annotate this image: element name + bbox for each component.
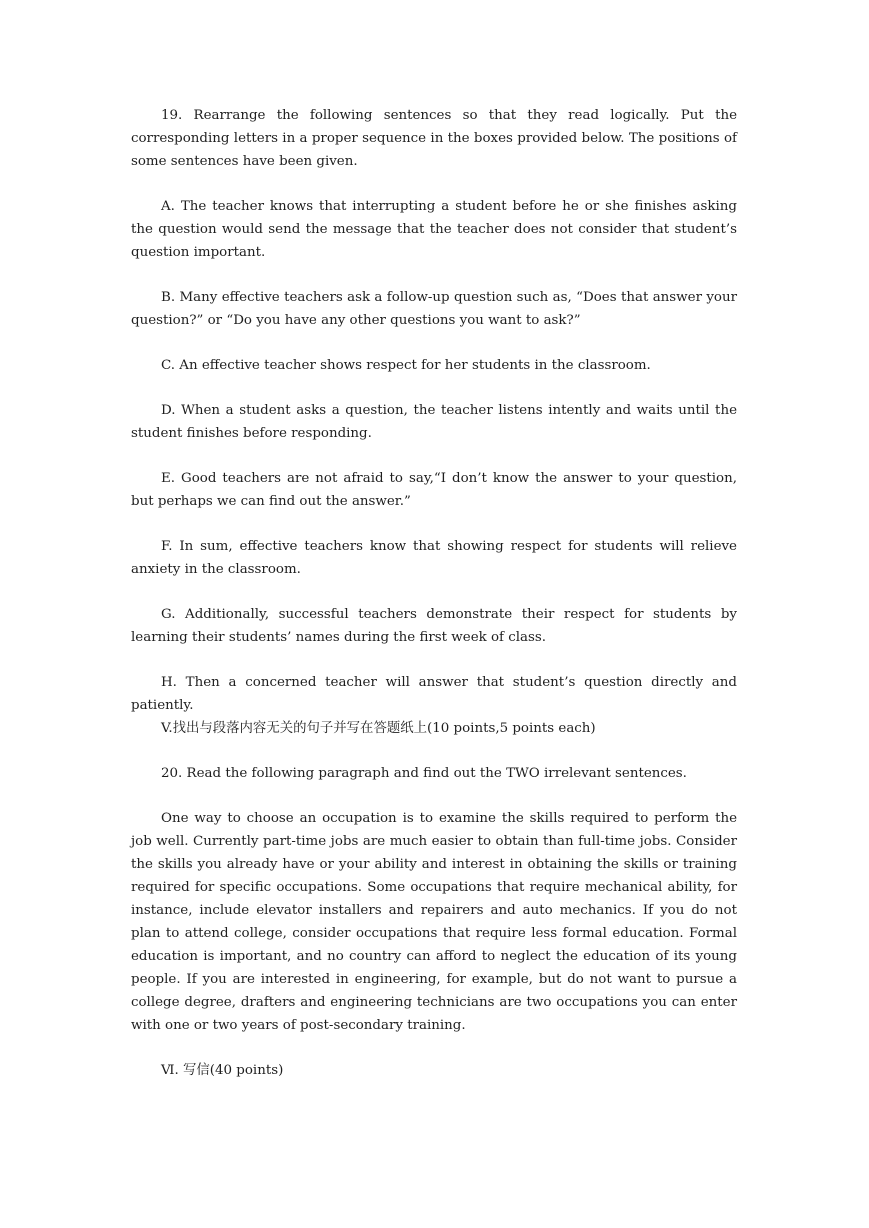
question-20-instruction: 20. Read the following paragraph and find out the TWO irrelevant sentences. (161, 766, 687, 781)
sentence-a: A. The teacher knows that interrupting a student before he or she finishes asking the question would send the message that the teacher does not consider that student’s question important. (131, 199, 737, 260)
sentence-f: F. In sum, effective teachers know that showing respect for students will relieve anxiety in the classroom. (131, 539, 737, 577)
section-6-heading: Ⅵ. 写信(40 points) (161, 1063, 284, 1078)
document-page (131, 104, 737, 1104)
sentence-e: E. Good teachers are not afraid to say,“I don’t know the answer to your question, but perhaps we can find out the answer.” (131, 471, 737, 509)
question-20-paragraph: One way to choose an occupation is to examine the skills required to perform the job well. Currently part-time jobs are much easier to obtain than full-time jobs. Consider the skills you already have or your ability and interest in obtaining the skills or training required for specific occupations. Some occupations that require mechanical ability, for instance, include elevator installers and repairers and auto mechanics. If you do not plan to attend college, consider occupations that require less formal education. Formal education is important, and no country can afford to neglect the education of its young people. If you are interested in engineering, for example, but do not want to pursue a college degree, drafters and engineering technicians are two occupations you can enter with one or two years of post-secondary training. (131, 811, 737, 1033)
section-5-heading: V.找出与段落内容无关的句子并写在答题纸上(10 points,5 points each) (161, 721, 596, 736)
sentence-d: D. When a student asks a question, the teacher listens intently and waits until the student finishes before responding. (131, 403, 737, 441)
question-19-instruction: 19. Rearrange the following sentences so that they read logically. Put the corresponding letters in a proper sequence in the boxes provided below. The positions of some sentences have been given. (131, 108, 737, 169)
sentence-c: C. An effective teacher shows respect for her students in the classroom. (161, 358, 651, 373)
sentence-b: B. Many effective teachers ask a follow-up question such as, “Does that answer your question?” or “Do you have any other questions you want to ask?” (131, 290, 737, 328)
sentence-g: G. Additionally, successful teachers demonstrate their respect for students by learning their students’ names during the first week of class. (131, 607, 737, 645)
sentence-h: H. Then a concerned teacher will answer that student’s question directly and patiently. (131, 675, 737, 713)
